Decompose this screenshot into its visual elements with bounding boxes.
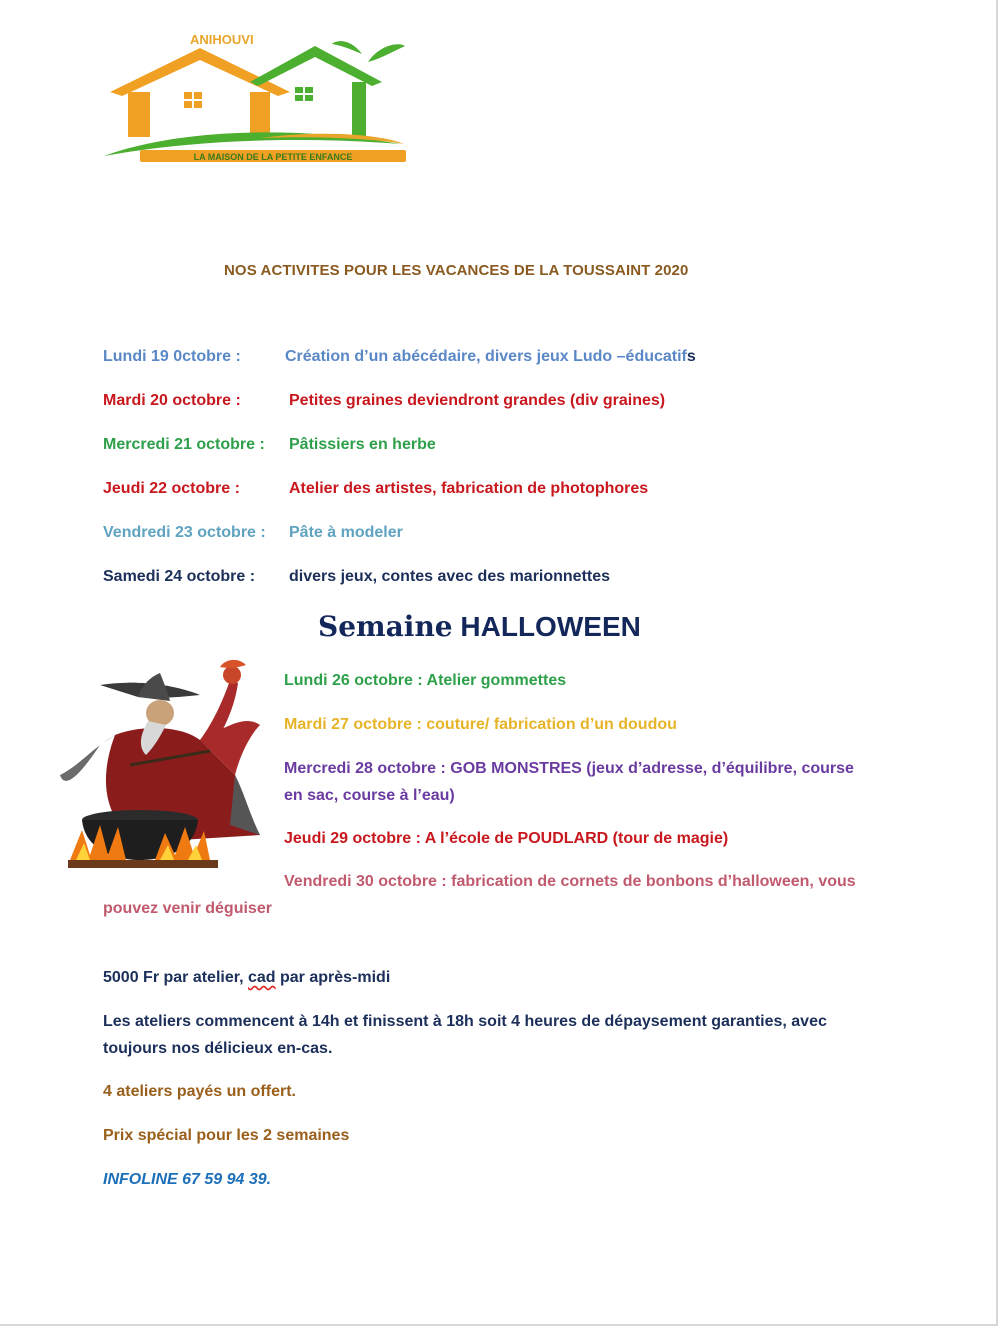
halloween-heading: Semaine HALLOWEEN — [318, 610, 641, 643]
activity-mardi-27: Mardi 27 octobre : couture/ fabrication d’un doudou — [284, 716, 677, 733]
activity-lundi-19: Création d’un abécédaire, divers jeux Ludo –éducatifs — [285, 348, 696, 365]
anihouvi-logo — [100, 30, 412, 170]
activity-vendredi-30-cont: pouvez venir déguiser — [103, 900, 272, 917]
activity-mardi-20: Petites graines deviendront grandes (div graines) — [289, 392, 666, 409]
day-vendredi-23: Vendredi 23 octobre : — [103, 524, 266, 541]
hours-info-line2: toujours nos délicieux en-cas. — [103, 1040, 333, 1057]
activity-lundi-26: Lundi 26 octobre : Atelier gommettes — [284, 672, 567, 689]
activity-jeudi-29: Jeudi 29 octobre : A l’école de POUDLARD (tour de magie) — [284, 830, 729, 847]
activity-jeudi-22: Atelier des artistes, fabrication de photophores — [289, 480, 649, 497]
activity-samedi-24: divers jeux, contes avec des marionnettes — [289, 568, 611, 585]
activity-mercredi-28: Mercredi 28 octobre : GOB MONSTRES (jeux d’adresse, d’équilibre, course — [284, 760, 854, 777]
page-title: NOS ACTIVITES POUR LES VACANCES DE LA TOUSSAINT 2020 — [224, 262, 689, 279]
day-jeudi-22: Jeudi 22 octobre : — [103, 480, 240, 497]
day-mercredi-21: Mercredi 21 octobre : — [103, 436, 265, 453]
hours-info-line1: Les ateliers commencent à 14h et finissent à 18h soit 4 heures de dépaysement garanties, avec — [103, 1013, 827, 1030]
logo-tagline: LA MAISON DE LA PETITE ENFANCE — [193, 152, 353, 162]
price-info: 5000 Fr par atelier, cad par après-midi — [103, 969, 391, 986]
logo-name: ANIHOUVI — [190, 32, 254, 47]
day-samedi-24: Samedi 24 octobre : — [103, 568, 256, 585]
infoline: INFOLINE 67 59 94 39. — [103, 1171, 272, 1188]
activity-mercredi-28-cont: en sac, course à l’eau) — [284, 787, 455, 804]
activity-vendredi-23: Pâte à modeler — [289, 524, 403, 541]
offer-info: 4 ateliers payés un offert. — [103, 1083, 296, 1100]
special-price-info: Prix spécial pour les 2 semaines — [103, 1127, 350, 1144]
day-mardi-20: Mardi 20 octobre : — [103, 392, 241, 409]
activity-vendredi-30: Vendredi 30 octobre : fabrication de cornets de bonbons d’halloween, vous — [284, 873, 856, 890]
day-lundi-19: Lundi 19 0ctobre : — [103, 348, 241, 365]
activity-mercredi-21: Pâtissiers en herbe — [289, 436, 436, 453]
witch-cauldron-illustration — [60, 655, 270, 875]
